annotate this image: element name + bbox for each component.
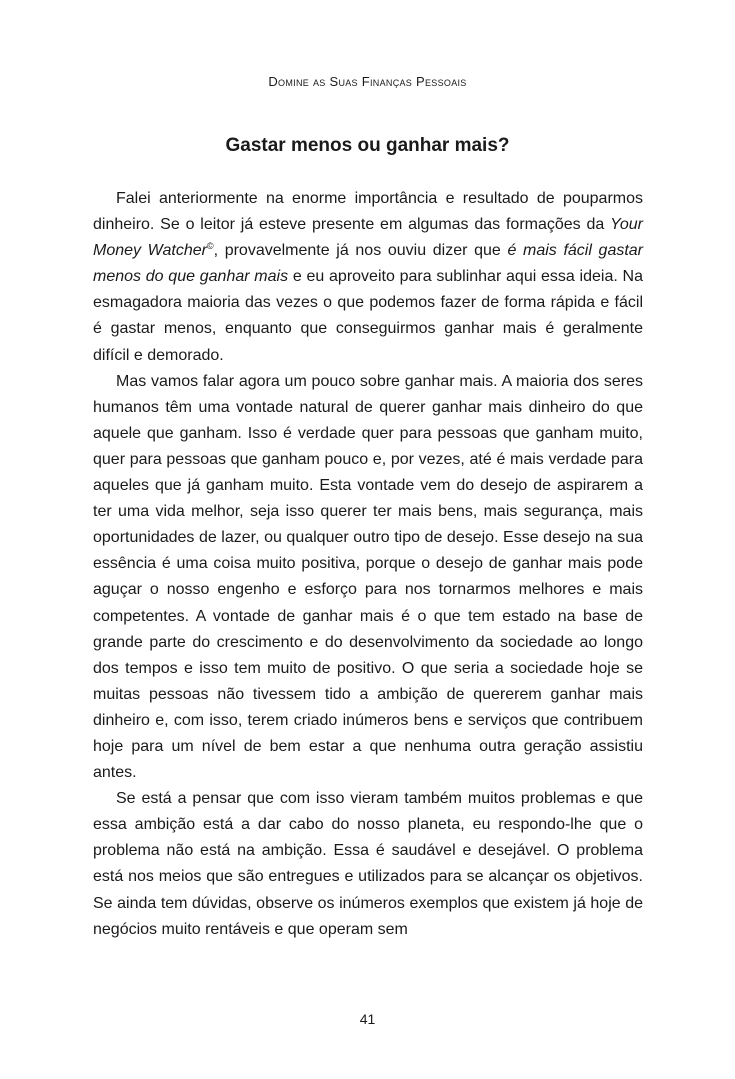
copyright-symbol: © (206, 241, 214, 252)
paragraph-1-part-b: , provavelmente já nos ouviu dizer que (213, 242, 508, 260)
paragraph-1 (93, 186, 643, 369)
running-head: Domine as Suas Finanças Pessoais (268, 74, 467, 89)
brand-name: Your Money Watcher (93, 216, 643, 260)
italic-quote: é mais fácil gastar menos do que ganhar mais (93, 242, 644, 286)
section-title: Gastar menos ou ganhar mais? (225, 135, 510, 156)
body-text (93, 186, 643, 943)
paragraph-2: Mas vamos falar agora um pouco sobre ganhar mais. A maioria dos seres humanos têm uma vontade natural de querer ganhar mais dinheiro do que aquele que ganham. Isso é verdade quer para pessoas que ganham muito, quer para pessoas que ganham pouco e, por vezes, até é mais verdade para aqueles que já ganham muito. Esta vontade vem do desejo de aspirarem a ter uma vida melhor, seja isso querer ter mais bens, mais segurança, mais oportunidades de lazer, ou qualquer outro tipo de desejo. Esse desejo na sua essência é uma coisa muito positiva, porque o desejo de ganhar mais pode aguçar o nosso engenho e esforço para nos tornarmos melhores e mais competentes. A vontade de ganhar mais é o que tem estado na base de grande parte do crescimento e do desenvolvimento da sociedade ao longo dos tempos e isso tem muito de positivo. O que seria a sociedade hoje se muitas pessoas não tivessem tido a ambição de quererem ganhar mais dinheiro e, com isso, terem criado inúmeros bens e serviços que contribuem hoje para um nível de bem estar a que nenhuma outra geração assistiu antes. (93, 372, 643, 782)
page-number: 41 (359, 1011, 376, 1027)
paragraph-3: Se está a pensar que com isso vieram também muitos problemas e que essa ambição está a dar cabo do nosso planeta, eu respondo-lhe que o problema não está na ambição. Essa é saudável e desejável. O problema está nos meios que são entregues e utilizados para se alcançar os objetivos. Se ainda tem dúvidas, observe os inúmeros exemplos que existem já hoje de negócios muito rentáveis e que operam sem (93, 790, 643, 938)
paragraph-1-part-c: e eu aproveito para sublinhar aqui essa ideia. Na esmagadora maioria das vezes o que podemos fazer de forma rápida e fácil é gastar menos, enquanto que conseguirmos ganhar mais é geralmente difícil e demorado. (93, 268, 643, 364)
paragraph-1-part-a: Falei anteriormente na enorme importância e resultado de pouparmos dinheiro. Se o leitor já esteve presente em algumas das formações da (93, 190, 643, 234)
